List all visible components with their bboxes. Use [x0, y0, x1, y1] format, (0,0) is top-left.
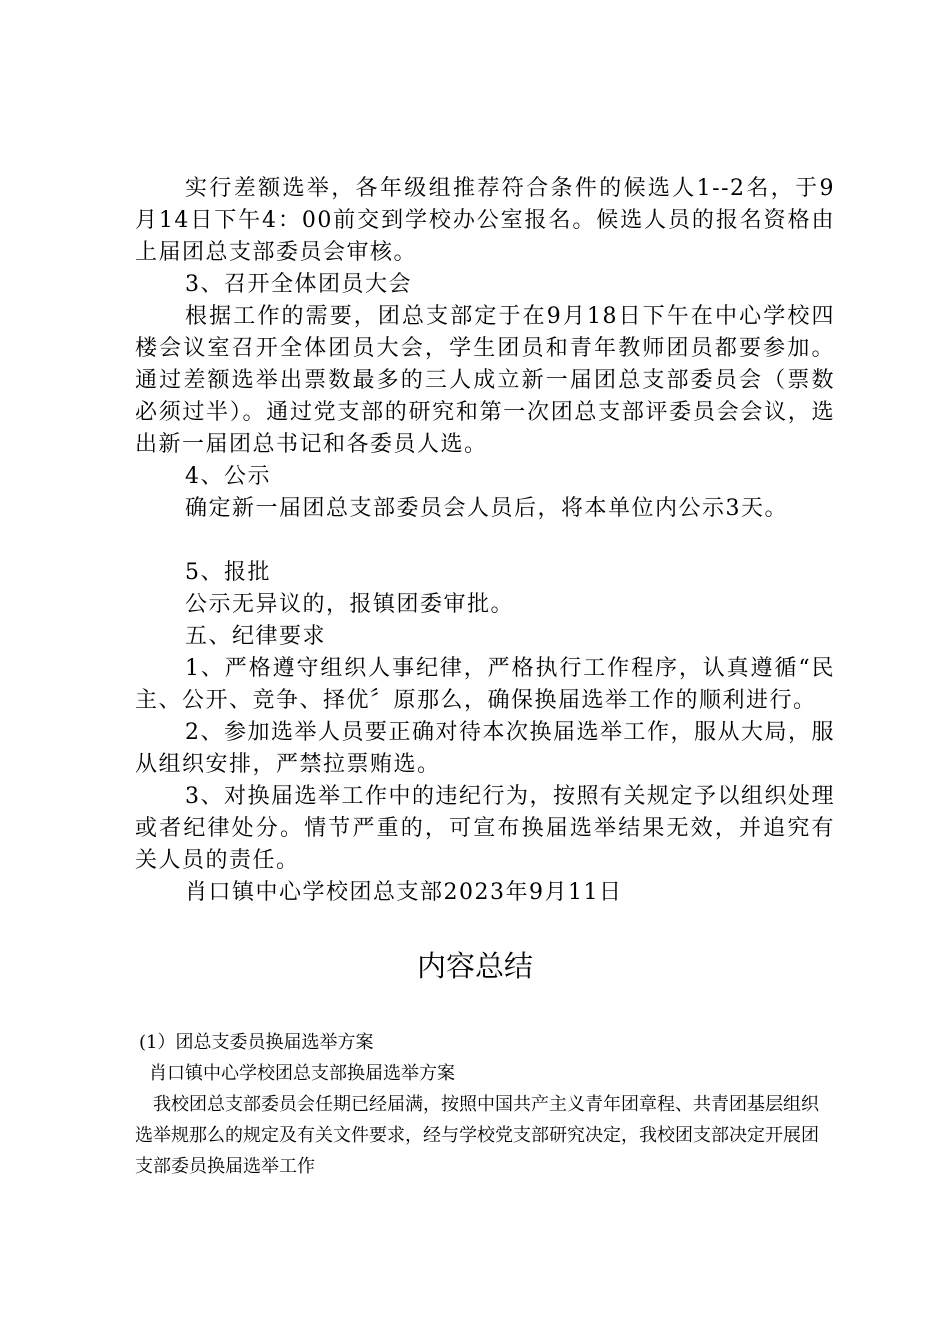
paragraph-discipline-3: 3、对换届选举工作中的违纪行为，按照有关规定予以组织处理或者纪律处分。情节严重的，可宣布换届选举结果无效，并追究有关人员的责任。	[135, 784, 835, 873]
signature-line: 肖口镇中心学校团总支部2023年9月11日	[185, 880, 623, 905]
summary-subtitle: 肖口镇中心学校团总支部换届选举方案	[149, 1063, 455, 1084]
summary-body: 我校团总支部委员会任期已经届满，按照中国共产主义青年团章程、共青团基层组织选举规那么的规定及有关文件要求，经与学校党支部研究决定，我校团支部决定开展团支部委员换届选举工作	[135, 1094, 819, 1177]
summary-item: (1）团总支委员换届选举方案	[139, 1032, 374, 1053]
paragraph-candidates: 实行差额选举，各年级组推荐符合条件的候选人1--2名，于9月14日下午4：00前交到学校办公室报名。候选人员的报名资格由上届团总支部委员会审核。	[135, 176, 835, 265]
summary-title: 内容总结	[416, 949, 533, 983]
paragraph-approval: 公示无异议的，报镇团委审批。	[185, 592, 515, 617]
heading-discipline: 五、纪律要求	[185, 624, 327, 649]
paragraph-discipline-1: 1、严格遵守组织人事纪律，严格执行工作程序，认真遵循“民主、公开、竞争、择优〞原那么，确保换届选举工作的顺利进行。	[135, 656, 835, 713]
summary-section	[135, 1027, 835, 1182]
blank-line	[135, 525, 835, 557]
heading-publicity: 4、公示	[185, 464, 271, 489]
paragraph-discipline-2: 2、参加选举人员要正确对待本次换届选举工作，服从大局，服从组织安排，严禁拉票贿选。	[135, 720, 835, 777]
paragraph-publicity: 确定新一届团总支部委员会人员后，将本单位内公示3天。	[185, 496, 788, 521]
heading-approval: 5、报批	[185, 560, 271, 585]
document-body	[135, 173, 835, 909]
paragraph-meeting: 根据工作的需要，团总支部定于在9月18日下午在中心学校四楼会议室召开全体团员大会，学生团员和青年教师团员都要参加。通过差额选举出票数最多的三人成立新一届团总支部委员会（票数必须过半）。通过党支部的研究和第一次团总支部评委员会会议，选出新一届团总书记和各委员人选。	[135, 304, 835, 457]
heading-general-meeting: 3、召开全体团员大会	[185, 272, 412, 297]
